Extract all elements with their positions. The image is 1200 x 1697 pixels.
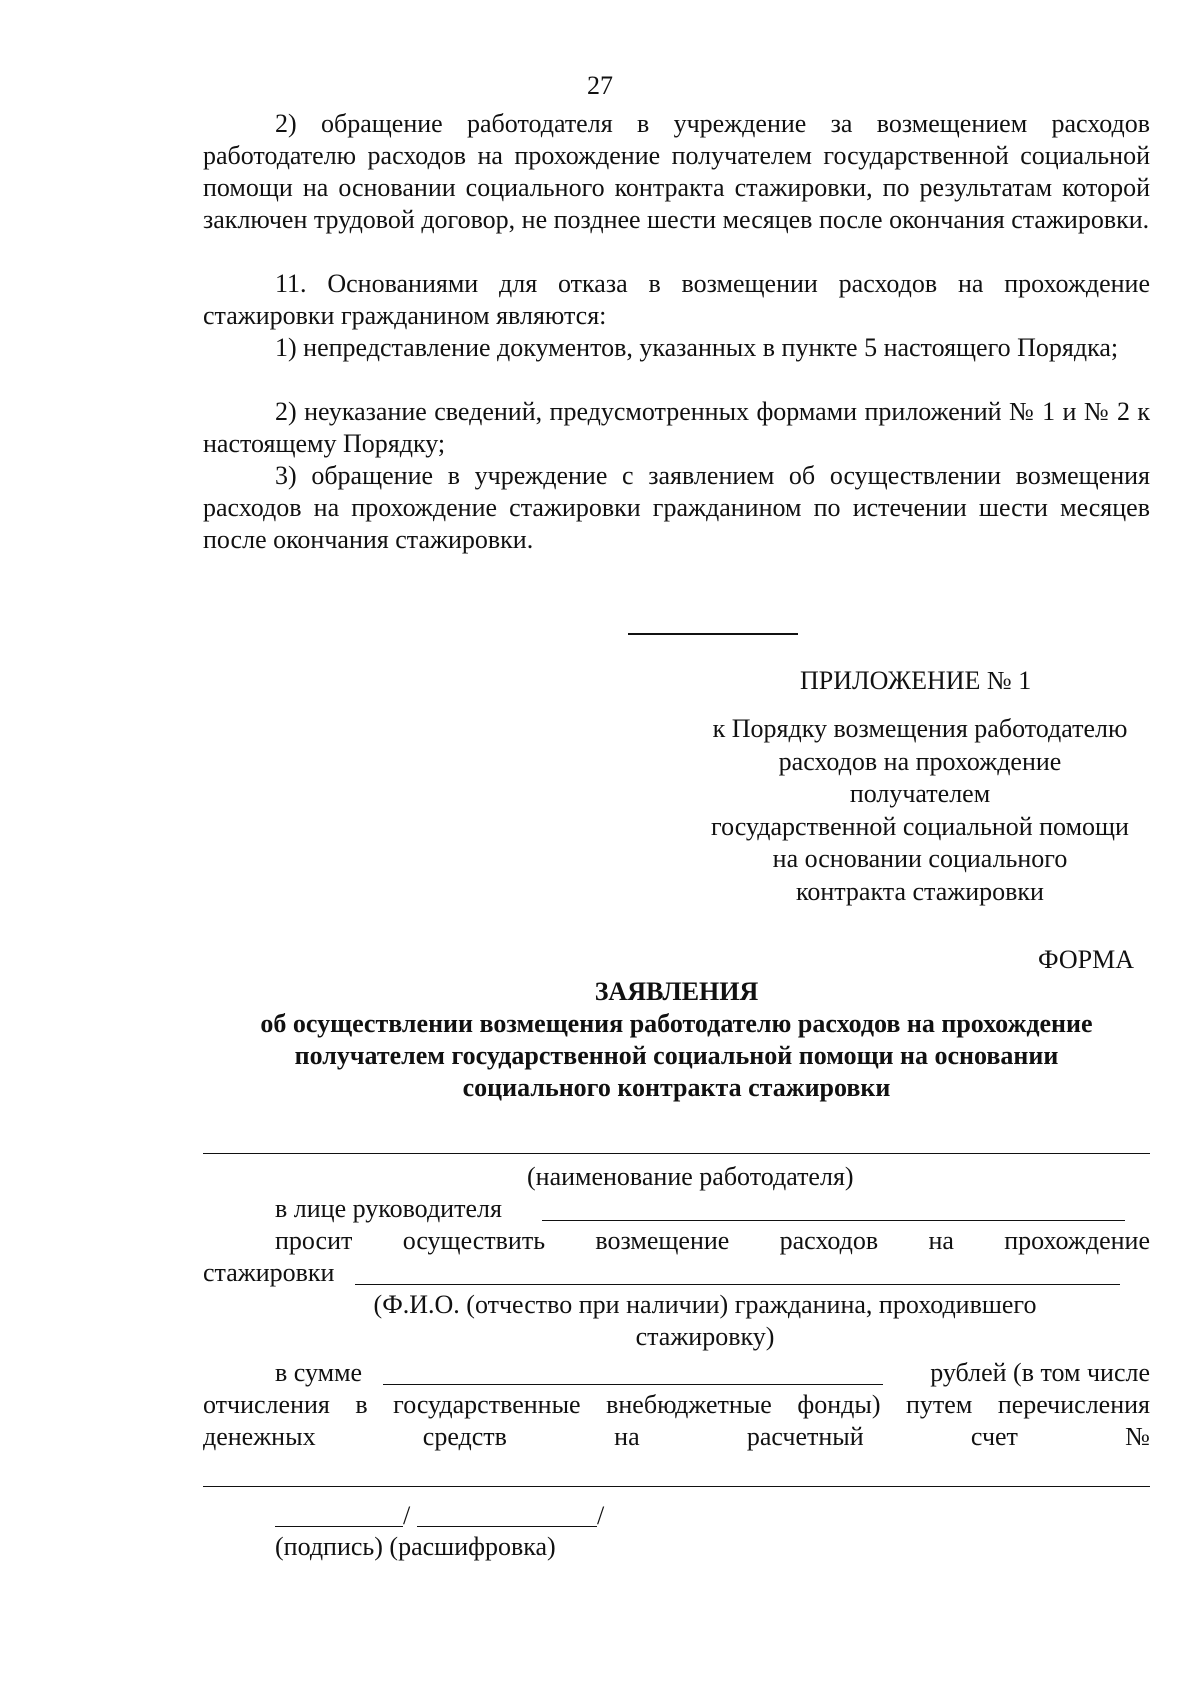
- head-label: в лице руководителя: [275, 1194, 502, 1223]
- request-word: прохождение: [1004, 1226, 1150, 1255]
- account-line: [203, 1421, 1150, 1453]
- employer-name-line[interactable]: [203, 1153, 1150, 1154]
- paragraph-text: 1) непредставление документов, указанных в пункте 5 настоящего Порядка;: [275, 333, 1119, 362]
- section-separator: [628, 633, 798, 635]
- form-title: ЗАЯВЛЕНИЯ: [594, 977, 759, 1006]
- form-label: ФОРМА: [1038, 945, 1134, 974]
- decryption-line[interactable]: [417, 1526, 597, 1527]
- annex-line: получателем: [849, 779, 991, 808]
- annex-line: государственной социальной помощи: [711, 811, 1129, 841]
- sum-label: в сумме: [275, 1358, 363, 1387]
- fio-caption: (Ф.И.О. (отчество при наличии) гражданина, проходившего: [373, 1290, 1037, 1319]
- paragraph-item-2: [203, 396, 1150, 460]
- signature-caption: (подпись) (расшифровка): [275, 1532, 556, 1561]
- annex-line: расходов на прохождение: [778, 746, 1062, 776]
- account-word: на: [614, 1422, 640, 1451]
- paragraph-refusal-grounds: [203, 268, 1150, 332]
- paragraph-text: 2) обращение работодателя в учреждение за возмещением расходов работодателю расходов на прохождение получателем государственной социальной помощи на основании социального контракта стажировки, по результатам которой заключен трудовой договор, не позднее шести месяцев после окончания стажировки.: [203, 109, 1150, 234]
- request-word: на: [928, 1226, 954, 1255]
- annex-reference: [690, 713, 1150, 908]
- paragraph-employer-request: [203, 108, 1150, 236]
- internship-label: стажировки: [203, 1258, 335, 1287]
- employer-caption: (наименование работодателя): [527, 1162, 854, 1191]
- account-word: счет: [970, 1422, 1018, 1451]
- head-name-line[interactable]: [542, 1220, 1125, 1221]
- request-word: возмещение: [595, 1226, 730, 1255]
- request-word: осуществить: [402, 1226, 546, 1255]
- request-line: [203, 1225, 1150, 1257]
- paragraph-item-1: [203, 332, 1150, 364]
- annex-title: ПРИЛОЖЕНИЕ № 1: [800, 666, 1032, 695]
- paragraph-text: 2) неуказание сведений, предусмотренных формами приложений № 1 и № 2 к настоящему Порядку;: [203, 397, 1150, 458]
- slash-divider: /: [403, 1501, 411, 1530]
- signature-line[interactable]: [275, 1526, 403, 1527]
- paragraph-text: 3) обращение в учреждение с заявлением об осуществлении возмещения расходов на прохождение стажировки гражданином по истечении шести месяцев после окончания стажировки.: [203, 461, 1150, 554]
- account-word: средств: [422, 1422, 507, 1451]
- account-number-line[interactable]: [203, 1486, 1150, 1487]
- paragraph-item-3: [203, 460, 1150, 556]
- annex-line: на основании социального: [772, 844, 1068, 873]
- page-number: 27: [587, 71, 613, 100]
- account-word: денежных: [203, 1422, 316, 1451]
- funds-text: отчисления в государственные внебюджетные фонды) путем перечисления: [203, 1390, 1150, 1419]
- slash-divider: /: [597, 1501, 605, 1530]
- form-subtitle-line: об осуществлении возмещения работодателю расходов на прохождение: [260, 1009, 1093, 1038]
- request-word: просит: [275, 1226, 353, 1255]
- fio-caption: стажировку): [635, 1322, 775, 1351]
- account-word: №: [1125, 1422, 1150, 1451]
- account-word: расчетный: [746, 1422, 864, 1451]
- annex-line: контракта стажировки: [796, 876, 1044, 906]
- request-word: расходов: [779, 1226, 879, 1255]
- sum-line[interactable]: [383, 1384, 883, 1385]
- annex-line: к Порядку возмещения работодателю: [712, 714, 1128, 743]
- citizen-name-line[interactable]: [355, 1284, 1120, 1285]
- form-subtitle-line: получателем государственной социальной помощи на основании: [294, 1041, 1059, 1070]
- rubles-text: рублей (в том числе: [930, 1358, 1150, 1387]
- form-subtitle-line: социального контракта стажировки: [462, 1073, 891, 1102]
- paragraph-text: 11. Основаниями для отказа в возмещении расходов на прохождение стажировки гражданином являются:: [203, 269, 1150, 330]
